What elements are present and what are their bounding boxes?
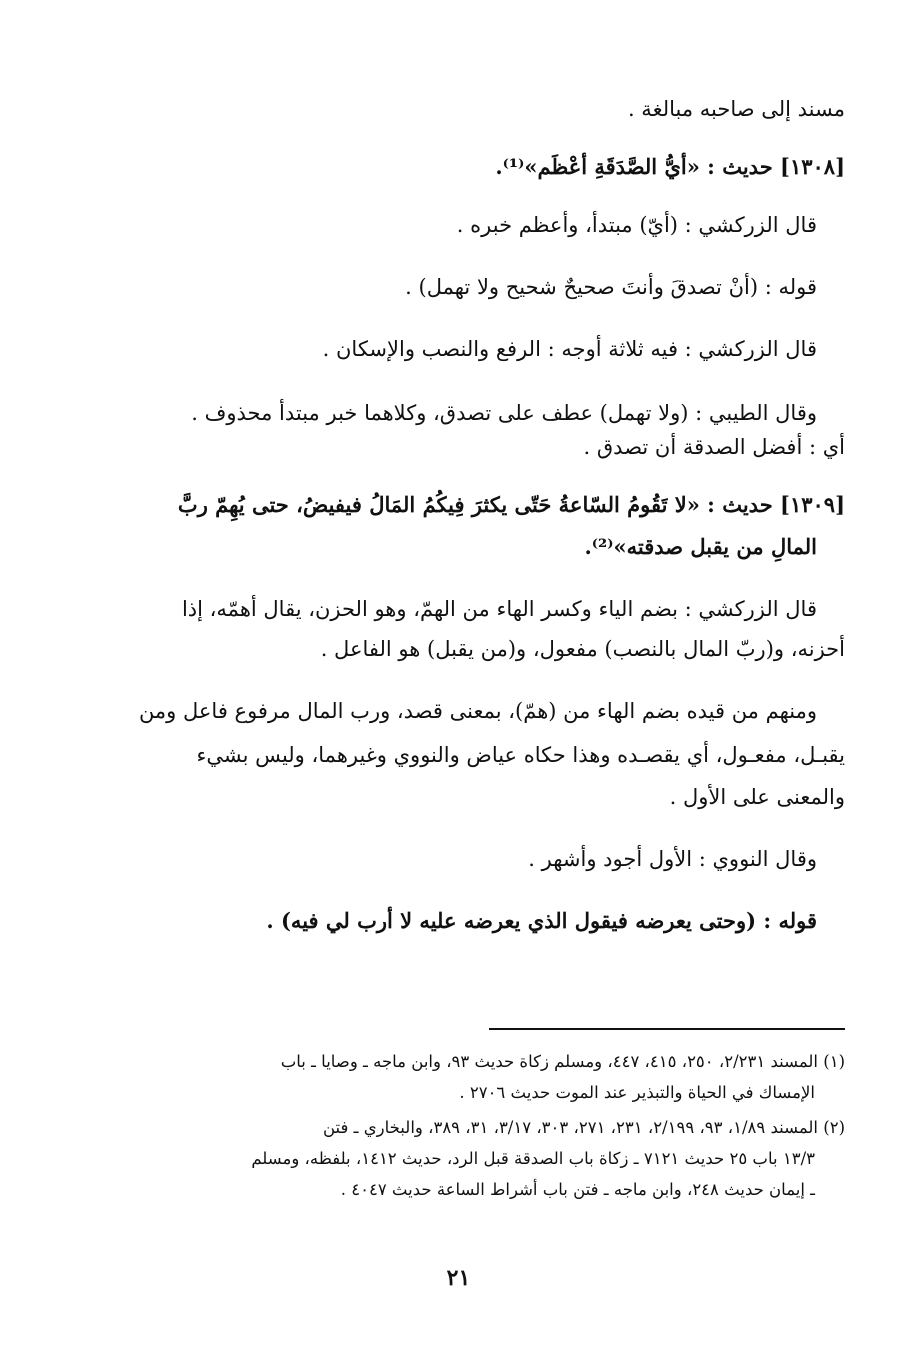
footnote-2: (٢) المسند ١/٨٩، ٩٣، ٢/١٩٩، ٢٣١، ٢٧١، ٣٠٣، ٣/١٧، ٣١، ٣٨٩، والبخاري ـ فتن <box>323 1118 845 1137</box>
footnotes <box>70 1046 845 1205</box>
text-line: مسند إلى صاحبه مبالغة . <box>627 97 845 121</box>
text-line: وقال الطيبي : (ولا تهمل) عطف على تصدق، وكلاهما خبر مبتدأ محذوف . <box>191 401 817 425</box>
text-line: قال الزركشي : فيه ثلاثة أوجه : الرفع والنصب والإسكان . <box>322 337 817 361</box>
text-line: قال الزركشي : (أيّ) مبتدأ، وأعظم خبره . <box>456 213 817 237</box>
text-line: أي : أفضل الصدقة أن تصدق . <box>583 435 845 459</box>
footnote-2-cont: ١٣/٣ باب ٢٥ حديث ٧١٢١ ـ زكاة باب الصدقة قبل الرد، حديث ١٤١٢، بلفظه، ومسلم <box>251 1149 815 1168</box>
text-line: وقال النووي : الأول أجود وأشهر . <box>528 847 817 871</box>
text-line: يقبـل، مفعـول، أي يقصـده وهذا حكاه عياض والنووي وغيرهما، وليس بشيء <box>196 743 845 767</box>
footnote-2-cont: ـ إيمان حديث ٢٤٨، وابن ماجه ـ فتن باب أشراط الساعة حديث ٤٠٤٧ . <box>340 1180 815 1199</box>
text-line: أحزنه، و(ربّ المال بالنصب) مفعول، و(من يقبل) هو الفاعل . <box>320 637 845 661</box>
text-line: قال الزركشي : بضم الياء وكسر الهاء من الهمّ، وهو الحزن، يقال أهمّه، إذا <box>181 597 817 621</box>
footnote-divider <box>489 1028 845 1030</box>
hadith-1309-heading-cont: المالِ من يقبل صدقته»⁽²⁾. <box>584 534 817 559</box>
text-line: ومنهم من قيده بضم الهاء من (همّ)، بمعنى قصد، ورب المال مرفوع فاعل ومن <box>138 699 817 723</box>
hadith-1308-heading: [١٣٠٨] حديث : «أيُّ الصَّدَقَةِ أعْظَم»⁽¹⁾. <box>495 154 845 179</box>
footnote-1-cont: الإمساك في الحياة والتبذير عند الموت حديث ٢٧٠٦ . <box>459 1083 815 1102</box>
footnote-1: (١) المسند ٢/٢٣١، ٢٥٠، ٤١٥، ٤٤٧، ومسلم زكاة حديث ٩٣، وابن ماجه ـ وصايا ـ باب <box>280 1052 845 1071</box>
text-line: والمعنى على الأول . <box>669 785 845 809</box>
main-text <box>70 92 845 938</box>
text-line: قوله : (وحتى يعرضه فيقول الذي يعرضه عليه لا أرب لي فيه) . <box>266 908 817 933</box>
hadith-1309-heading: [١٣٠٩] حديث : «لا تَقُومُ السّاعةُ حَتّى يكثرَ فِيكُمُ المَالُ فيفيضُ، حتى يُهِمّ ربَّ <box>177 492 845 517</box>
page-number: ٢١ <box>446 1265 471 1291</box>
text-line: قوله : (أنْ تصدقَ وأنتَ صحيحٌ شحيح ولا تهمل) . <box>405 275 817 299</box>
